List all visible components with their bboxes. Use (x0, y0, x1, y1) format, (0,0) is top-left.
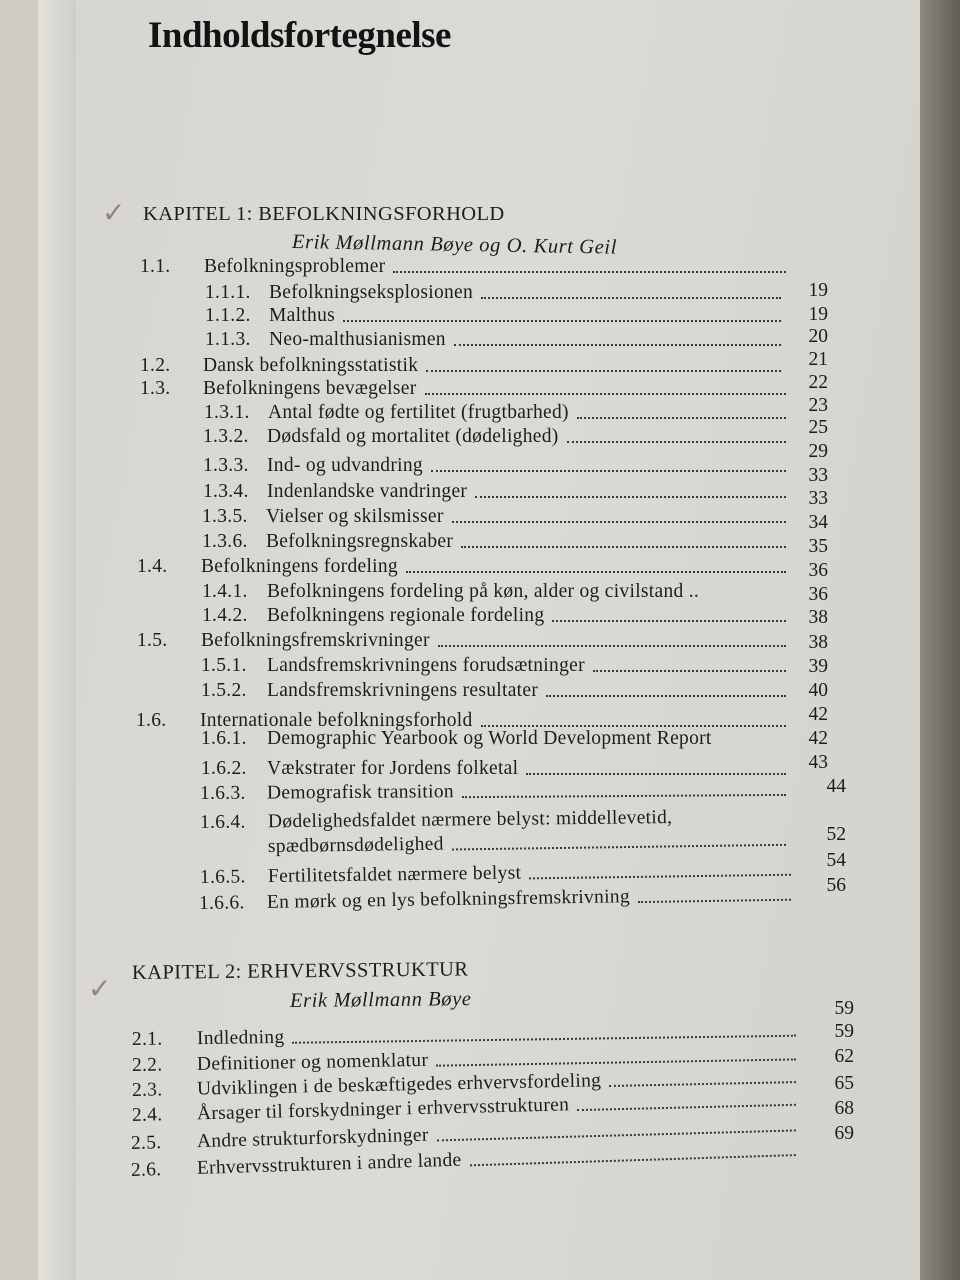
toc-entry (140, 378, 790, 402)
toc-entry-number: 1.6.3. (199, 782, 246, 804)
toc-entry (203, 481, 790, 505)
page-number: 35 (808, 536, 828, 557)
toc-entry-number: 1.3. (140, 378, 171, 399)
page-number: 19 (808, 280, 828, 301)
toc-entry-number: 2.5. (130, 1132, 162, 1154)
page-number: 21 (808, 349, 828, 370)
dot-leader (426, 364, 781, 372)
toc-entry-number: 2.6. (130, 1159, 162, 1181)
toc-entry-number: 1.3.2. (203, 426, 249, 447)
toc-entry-label: Dansk befolkningsstatistik (203, 355, 419, 376)
dot-leader (593, 664, 786, 672)
toc-entry-label: Demographic Yearbook og World Development Report (267, 728, 712, 749)
page-number: 39 (808, 656, 828, 677)
toc-entry-label: Demografisk transition (266, 781, 454, 804)
page-number: 62 (834, 1046, 854, 1067)
toc-entry-label: En mørk og en lys befolkningsfremskrivning (266, 886, 631, 913)
pencil-check-mark: ✓ (88, 974, 112, 1005)
toc-entry-label: Befolkningsfremskrivninger (201, 630, 430, 651)
toc-entry-number: 1.3.5. (202, 506, 248, 527)
dot-leader (470, 1148, 796, 1166)
toc-entry (205, 305, 785, 329)
toc-entry (137, 630, 790, 654)
toc-entry-label: Udviklingen i de beskæftigedes erhvervsfordeling (196, 1070, 602, 1100)
toc-entry-label: Internationale befolkningsforhold (200, 710, 473, 731)
dot-leader (431, 464, 786, 472)
toc-entry-number: 1.4.1. (202, 581, 248, 602)
page-number: 52 (826, 824, 846, 845)
toc-entry-number: 1.3.4. (203, 481, 249, 502)
chapter-1-authors: Erik Møllmann Bøye og O. Kurt Geil (291, 231, 618, 259)
toc-entry-label: Malthus (269, 305, 336, 326)
page-number: 36 (808, 584, 828, 605)
pencil-check-mark: ✓ (102, 198, 126, 229)
toc-entry-number: 1.1. (140, 256, 171, 277)
dot-leader (552, 614, 786, 622)
toc-entry-label: Befolkningens fordeling (201, 556, 398, 577)
toc-entry-number: 1.2. (140, 355, 171, 376)
toc-entry-label: Fertilitetsfaldet nærmere belyst (267, 862, 522, 888)
toc-entry-label: Dødelighedsfaldet nærmere belyst: middellevetid, (267, 807, 673, 833)
page-number: 33 (808, 465, 828, 486)
toc-entry (205, 282, 785, 306)
dot-leader (436, 1052, 796, 1066)
toc-entry (203, 455, 790, 479)
dot-leader (406, 565, 786, 573)
toc-entry-label: Erhvervsstrukturen i andre lande (196, 1149, 462, 1179)
dot-leader (454, 338, 781, 346)
page-gutter (38, 0, 76, 1280)
toc-entry (202, 581, 790, 605)
page-number: 65 (834, 1073, 854, 1094)
toc-entry-label: Landsfremskrivningens forudsætninger (267, 655, 585, 676)
dot-leader (481, 719, 786, 727)
toc-entry (202, 605, 790, 629)
toc-entry (140, 355, 785, 379)
toc-entry-number: 1.1.1. (205, 282, 251, 303)
toc-entry-number: 1.6.1. (201, 728, 247, 749)
page-number: 29 (808, 441, 828, 462)
toc-entry-label: Befolkningseksplosionen (269, 282, 474, 303)
dot-leader (437, 1123, 796, 1141)
dot-leader (462, 788, 786, 798)
page-number: 38 (808, 632, 828, 653)
page-edge (920, 0, 960, 1280)
page-number: 44 (826, 776, 846, 797)
page-number: 42 (808, 704, 828, 725)
page-number: 43 (808, 752, 828, 773)
chapter-2-authors: Erik Møllmann Bøye (289, 988, 472, 1012)
page-number: 59 (834, 1021, 854, 1042)
toc-entry-number: 1.5.1. (201, 655, 247, 676)
toc-entry-label: Befolkningens fordeling på køn, alder og civilstand .. (267, 581, 700, 602)
page-number: 25 (808, 417, 828, 438)
chapter-2-heading: KAPITEL 2: ERHVERVSSTRUKTUR (131, 958, 469, 984)
dot-leader (393, 265, 786, 273)
toc-entry (200, 779, 790, 807)
page-number: 59 (834, 998, 854, 1019)
dot-leader (292, 1029, 796, 1044)
toc-entry (201, 680, 790, 704)
page-number: 23 (808, 395, 828, 416)
toc-entry-label: Landsfremskrivningens resultater (267, 680, 539, 701)
toc-entry-number: 1.6.6. (198, 892, 245, 914)
page-number: 40 (808, 680, 828, 701)
toc-entry-number: 2.2. (131, 1054, 163, 1076)
chapter-1-heading: KAPITEL 1: BEFOLKNINGSFORHOLD (143, 203, 505, 225)
toc-entry-number: 1.6.4. (199, 811, 246, 833)
dot-leader (452, 838, 786, 851)
toc-entry-number: 1.5. (137, 630, 168, 651)
dot-leader (475, 490, 786, 498)
page-number: 19 (808, 304, 828, 325)
page-number: 33 (808, 488, 828, 509)
toc-entry-number: 1.4.2. (202, 605, 248, 626)
page-number: 56 (826, 875, 846, 896)
toc-entry (137, 556, 790, 580)
toc-entry-label: Neo-malthusianismen (269, 329, 446, 350)
toc-entry-label: Befolkningens regionale fordeling (267, 605, 545, 626)
toc-entry-number: 1.3.3. (203, 455, 249, 476)
dot-leader (461, 540, 786, 548)
toc-entry (204, 402, 790, 426)
page-number: 54 (826, 850, 846, 871)
toc-entry (140, 256, 790, 280)
toc-entry-label: Vielser og skilsmisser (266, 506, 444, 527)
toc-entry-label: Indledning (196, 1026, 285, 1050)
page-number: 22 (808, 372, 828, 393)
dot-leader (481, 291, 781, 299)
dot-leader (577, 411, 786, 419)
page-number: 34 (808, 512, 828, 533)
toc-entry-number: 1.5.2. (201, 680, 247, 701)
toc-entry-label: Andre strukturforskydninger (196, 1124, 429, 1153)
page-number: 20 (808, 326, 828, 347)
toc-entry-number: 1.1.3. (205, 329, 251, 350)
dot-leader (438, 639, 786, 647)
toc-entry-label: Definitioner og nomenklatur (196, 1049, 429, 1075)
dot-leader (577, 1098, 796, 1111)
toc-entry (205, 329, 785, 353)
toc-entry-label: Ind- og udvandring (267, 455, 423, 476)
dot-leader (546, 689, 786, 697)
toc-entry (202, 531, 790, 555)
toc-entry-label: Indenlandske vandringer (267, 481, 468, 502)
dot-leader (452, 515, 786, 523)
toc-entry (201, 655, 790, 679)
toc-entry-number: 2.3. (131, 1079, 163, 1101)
toc-entry-label: Befolkningsregnskaber (266, 531, 454, 552)
page-number: 36 (808, 560, 828, 581)
toc-entry-number: 1.6. (136, 710, 167, 731)
dot-leader (567, 435, 786, 443)
dot-leader (638, 893, 791, 903)
page-number: 42 (808, 728, 828, 749)
toc-entry-label: Dødsfald og mortalitet (dødelighed) (267, 426, 559, 447)
toc-entry-number: 1.4. (137, 556, 168, 577)
toc-entry-number: 1.6.5. (199, 866, 246, 888)
toc-entry (203, 426, 790, 450)
toc-entry-label: spædbørnsdødelighed (267, 833, 444, 858)
page-number: 38 (808, 607, 828, 628)
toc-entry-label: Årsager til forskydninger i erhvervsstrukturen (196, 1094, 570, 1125)
dot-leader (526, 767, 786, 775)
page-title: Indholdsfortegnelse (148, 15, 451, 56)
toc-entry (202, 506, 790, 530)
toc-entry-number: 1.6.2. (201, 758, 247, 779)
page-number: 68 (834, 1098, 854, 1119)
toc-entry-number: 1.1.2. (205, 305, 251, 326)
toc-entry-number: 1.3.6. (202, 531, 248, 552)
toc-entry-number: 1.3.1. (204, 402, 250, 423)
toc-entry (201, 728, 800, 752)
toc-entry-label: Befolkningsproblemer (204, 256, 386, 277)
toc-entry-label: Vækstrater for Jordens folketal (267, 758, 519, 779)
toc-entry (201, 758, 790, 782)
toc-entry-label: Antal fødte og fertilitet (frugtbarhed) (268, 402, 569, 423)
dot-leader (529, 868, 791, 880)
dot-leader (343, 314, 781, 322)
toc-entry-number: 2.1. (131, 1028, 163, 1050)
page-number: 69 (834, 1123, 854, 1144)
toc-entry-label: Befolkningens bevægelser (203, 378, 417, 399)
dot-leader (609, 1075, 796, 1087)
toc-entry-number: 2.4. (131, 1104, 163, 1126)
dot-leader (425, 387, 786, 395)
